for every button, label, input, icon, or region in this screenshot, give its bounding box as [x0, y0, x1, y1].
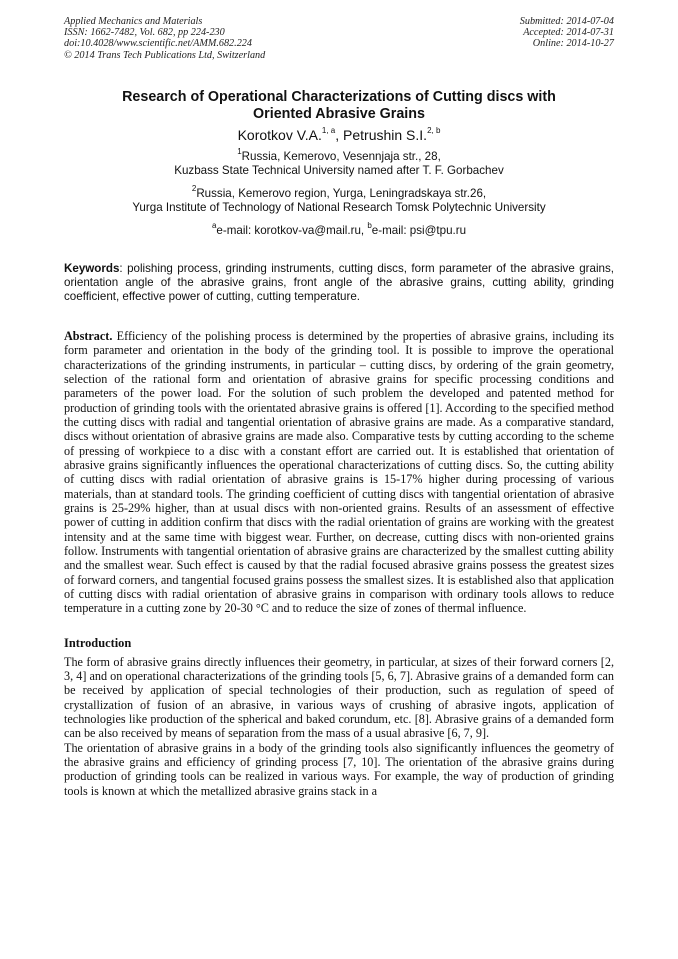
email-b: e-mail: psi@tpu.ru	[371, 223, 467, 237]
keywords-text: : polishing process, grinding instruments, cutting discs, form parameter of the abrasive grains, orientation angle of the abrasive grains, front angle of the abrasive grains, cutting ability, grinding coefficient, effective power of cutting, cutting temperature.	[64, 261, 614, 303]
affiliation-2-address: Russia, Kemerovo region, Yurga, Leningradskaya str.26,	[196, 186, 487, 200]
abstract-block	[64, 329, 614, 616]
affiliation-1	[64, 146, 614, 178]
title-line-1: Research of Operational Characterizations of Cutting discs with	[122, 88, 556, 105]
keywords-block	[64, 262, 614, 304]
affiliation-1-institution: Kuzbass State Technical University named after T. F. Gorbachev	[174, 163, 504, 177]
journal-name: Applied Mechanics and Materials	[64, 16, 203, 27]
abstract-label: Abstract.	[64, 328, 113, 343]
author-emails	[64, 220, 614, 238]
keywords-label: Keywords	[64, 261, 120, 275]
issn-line: ISSN: 1662-7482, Vol. 682, pp 224-230	[64, 27, 225, 39]
affiliation-1-address: Russia, Kemerovo, Vesennjaja str., 28,	[241, 149, 441, 163]
email-b-mark: b	[367, 220, 372, 230]
affiliation-1-number: 1	[237, 146, 242, 156]
accepted-date: Accepted: 2014-07-31	[523, 27, 614, 39]
copyright-line: © 2014 Trans Tech Publications Ltd, Switzerland	[64, 49, 266, 61]
introduction-heading: Introduction	[64, 635, 132, 650]
introduction-paragraph-2: The orientation of abrasive grains in a body of the grinding tools also significantly influences the geometry of the abrasive grains and efficiency of grinding process [7, 10]. The orientation of the abrasive grains during production of grinding tools can be realized in various ways. For example, the way of production of grinding tools is known at which the metallized abrasive grains stack in a	[64, 740, 614, 798]
affiliation-2-number: 2	[191, 183, 197, 193]
author-separator: ,	[335, 126, 344, 143]
affiliation-2	[64, 183, 614, 215]
author-list	[64, 126, 614, 144]
author-1-affiliation: 1, a	[321, 126, 336, 136]
submitted-date: Submitted: 2014-07-04	[519, 16, 614, 27]
title-line-2: Oriented Abrasive Grains	[253, 105, 425, 122]
doi-line: doi:10.4028/www.scientific.net/AMM.682.224	[64, 38, 252, 50]
author-2: Petrushin S.I.	[343, 126, 428, 143]
online-date: Online: 2014-10-27	[532, 38, 614, 50]
introduction-paragraph-1: The form of abrasive grains directly influences their geometry, in particular, at sizes of their forward corners [2, 3, 4] and on operational characterizations of the grinding tools [5, 6, 7]. Abrasive grains of a demanded form can be received by application of special technologies of their production, such as regulation of speed of crystallization of fusion of an abrasive, in various ways of crushing of abrasive ingots, application of technologies like production of the spherical and baked corundum, etc. [8]. Abrasive grains of a demanded form can be also received by means of separation from the mass of a usual abrasive [6, 7, 9].	[64, 654, 614, 741]
author-2-affiliation: 2, b	[427, 126, 441, 136]
email-a-mark: a	[211, 220, 217, 230]
paper-title	[64, 89, 614, 123]
affiliation-2-institution: Yurga Institute of Technology of National Research Tomsk Polytechnic University	[132, 200, 546, 214]
abstract-text: Efficiency of the polishing process is determined by the properties of abrasive grains, including its form parameter and orientation in the body of the grinding tool. It is possible to improve the operational characterizations of the grinding instruments, in particular – cutting discs, by ordering of the grain geometry, selection of the rational form and orientation of abrasive grains for specific processing conditions and parameters of the power load. For the solution of such problem the developed and patented method for production of grinding tools with the orientated abrasive grains is offered [1]. According to the specified method the cutting discs with radial and tangential orientation of abrasive grains are made. As a comparative standard, discs without orientation of abrasive grains are made also. Comparative tests by cutting according to the scheme of pressing of workpiece to a disc with a constant effort are carried out. It is established that orientation of abrasive grains significantly influences the operational characterizations of cutting discs. So, the cutting ability of cutting discs with radial orientation of abrasive grains is 15-17% higher during processing of various materials, than at standard tools. The grinding coefficient of cutting discs with tangential orientation of abrasive grains is 25-29% higher, than at usual discs with non-oriented grains. Results of an assessment of effective power of cutting in addition confirm that discs with the radial orientation of grains are working with the greatest intensity and at the same time with biggest wear. Further, on decrease, cutting discs with non-oriented grains follow. Instruments with tangential orientation of abrasive grains are characterized by the smallest cutting ability and the smallest wear. Such effect is caused by that the radial focused abrasive grains possess the greatest sizes of forward corners, and tangential focused grains possess the smallest sizes. It is established also that application of cutting discs with radial orientation of abrasive grains in comparison with ordinary tools allows to reduce temperature in a cutting zone by 20-30 °C and to reduce the size of zones of thermal influence.	[64, 328, 614, 616]
author-1: Korotkov V.A.	[237, 126, 322, 143]
publication-dates	[520, 16, 614, 61]
publication-info	[64, 16, 265, 61]
journal-header	[64, 16, 614, 61]
email-a: e-mail: korotkov-va@mail.ru,	[216, 223, 368, 237]
